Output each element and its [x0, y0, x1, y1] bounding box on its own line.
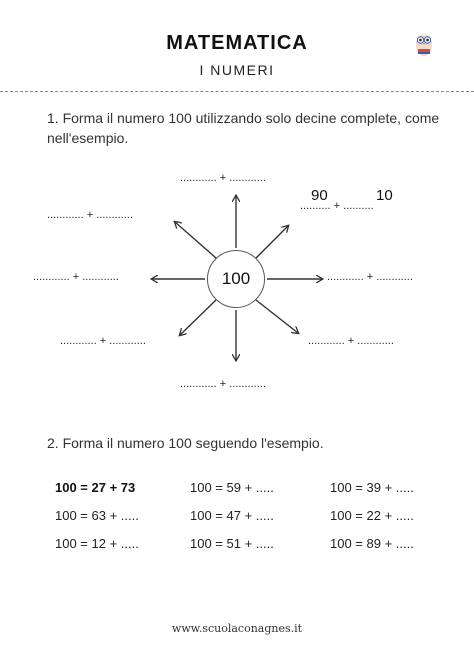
equation[interactable]: 100 = 51 + ..... [190, 536, 274, 551]
blank-bottom[interactable]: ............ + ............ [180, 378, 266, 390]
footer-url: www.scuolaconagnes.it [171, 622, 303, 635]
blank-top-right: .......... + .......... [300, 200, 374, 212]
page-title: MATEMATICA [166, 32, 308, 54]
blank-top-left[interactable]: ............ + ............ [47, 209, 133, 221]
equation[interactable]: 100 = 39 + ..... [330, 480, 414, 495]
equation[interactable]: 100 = 89 + ..... [330, 536, 414, 551]
equation[interactable]: 100 = 59 + ..... [190, 480, 274, 495]
equation[interactable]: 100 = 47 + ..... [190, 508, 274, 523]
equation[interactable]: 100 = 63 + ..... [55, 508, 139, 523]
exercise2-instruction: 2. Forma il numero 100 seguendo l'esempio. [47, 435, 324, 451]
blank-top[interactable]: ............ + ............ [180, 172, 266, 184]
blank-bottom-left[interactable]: ............ + ............ [60, 335, 146, 347]
blank-bottom-right[interactable]: ............ + ............ [308, 335, 394, 347]
equation-example: 100 = 27 + 73 [55, 480, 136, 495]
center-number: 100 [221, 269, 251, 288]
equation[interactable]: 100 = 12 + ..... [55, 536, 139, 551]
page-subtitle: I NUMERI [199, 62, 275, 78]
equation[interactable]: 100 = 22 + ..... [330, 508, 414, 523]
blank-left[interactable]: ............ + ............ [33, 271, 119, 283]
example-first-value: 90 [311, 187, 328, 204]
blank-right[interactable]: ............ + ............ [327, 271, 413, 283]
example-second-value: 10 [376, 187, 393, 204]
exercise1-instruction: 1. Forma il numero 100 utilizzando solo decine complete, come nell'esempio. [47, 110, 440, 146]
